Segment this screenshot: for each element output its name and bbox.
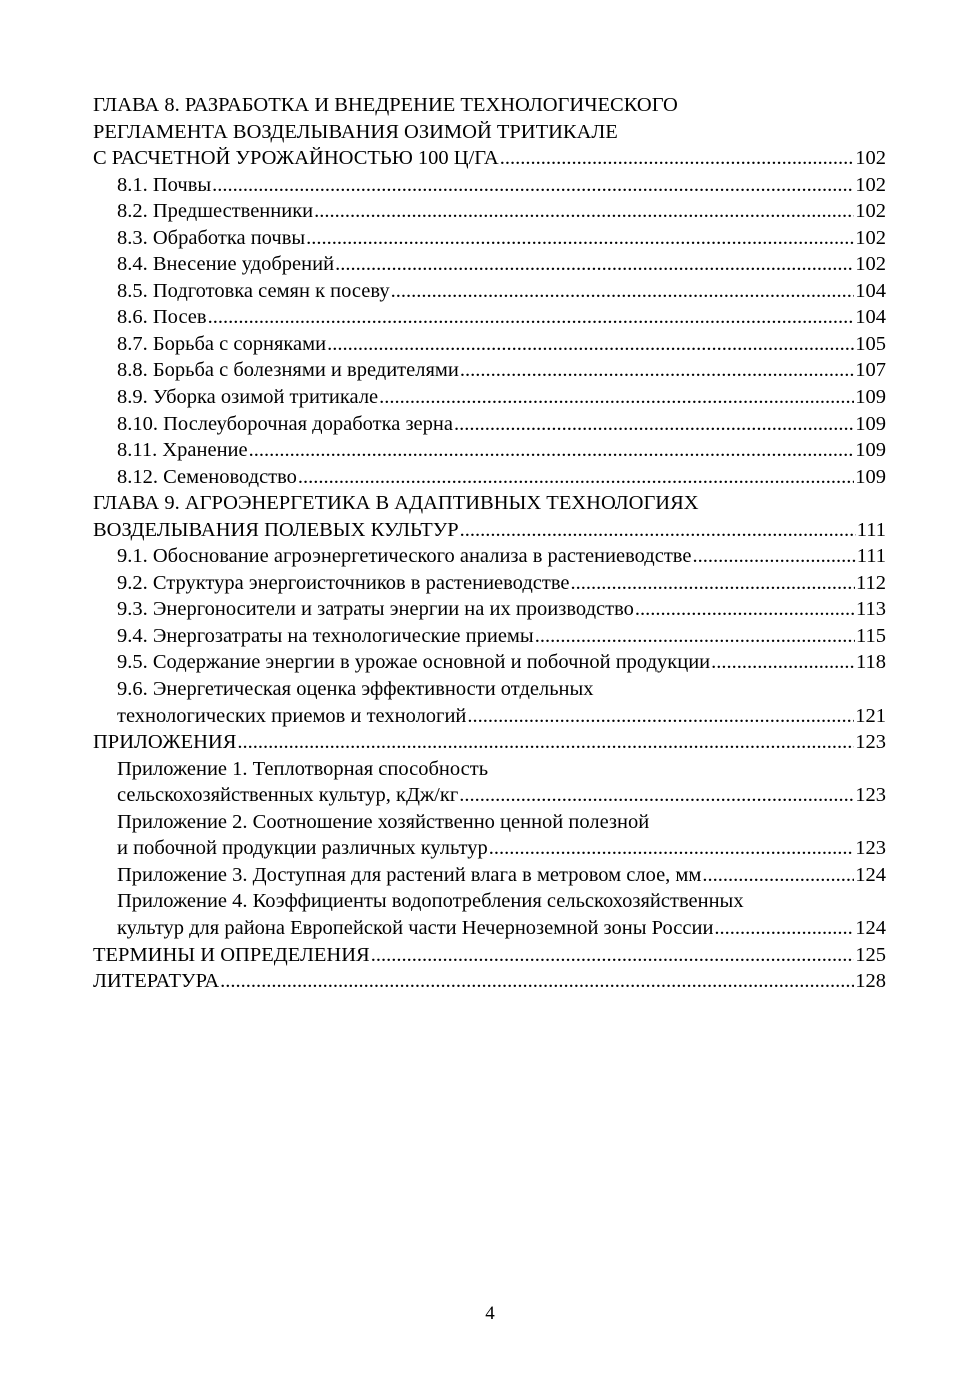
toc-leader-dots — [711, 649, 855, 676]
toc-entry-title: 8.5. Подготовка семян к посеву — [117, 279, 390, 302]
toc-entry[interactable] — [93, 570, 886, 597]
toc-leader-dots — [306, 225, 854, 252]
toc-entry-title: и побочной продукции различных культур — [117, 837, 488, 860]
toc-entry-title: С РАСЧЕТНОЙ УРОЖАЙНОСТЬЮ 100 Ц/ГА — [93, 147, 499, 170]
toc-entry[interactable] — [93, 251, 886, 278]
toc-entry[interactable] — [93, 543, 886, 570]
toc-leader-dots — [467, 703, 854, 730]
toc-entry-title: ГЛАВА 8. РАЗРАБОТКА И ВНЕДРЕНИЕ ТЕХНОЛОГИЧЕСКОГО — [93, 94, 678, 116]
toc-entry-title: Приложение 3. Доступная для растений влага в метровом слое, мм — [117, 863, 702, 886]
toc-entry-page: 112 — [856, 571, 886, 594]
toc-entry[interactable] — [93, 464, 886, 491]
toc-entry-page: 109 — [855, 439, 886, 462]
toc-entry-title: 8.3. Обработка почвы — [117, 226, 306, 249]
toc-leader-dots — [249, 437, 855, 464]
toc-leader-dots — [327, 331, 854, 358]
toc-entry-title: 9.5. Содержание энергии в урожае основной и побочной продукции — [117, 651, 711, 674]
toc-entry-page: 123 — [855, 837, 886, 860]
toc-entry-page: 118 — [856, 651, 886, 674]
toc-entry-page: 128 — [855, 970, 886, 993]
toc-entry-page: 124 — [855, 863, 886, 886]
toc-entry-page: 102 — [855, 253, 886, 276]
toc-leader-dots — [500, 145, 855, 172]
toc-entry-title: РЕГЛАМЕНТА ВОЗДЕЛЫВАНИЯ ОЗИМОЙ ТРИТИКАЛЕ — [93, 120, 618, 143]
toc-entry-page: 102 — [855, 147, 886, 170]
toc-entry[interactable] — [93, 490, 886, 517]
toc-entry[interactable] — [93, 119, 886, 146]
toc-entry-title: ПРИЛОЖЕНИЯ — [93, 731, 237, 754]
toc-leader-dots — [314, 198, 854, 225]
toc-entry-title: 8.10. Послеуборочная доработка зерна — [117, 412, 453, 435]
table-of-contents — [93, 92, 886, 995]
toc-entry-page: 104 — [855, 279, 886, 302]
toc-entry[interactable] — [93, 756, 886, 783]
toc-leader-dots — [702, 862, 854, 889]
toc-entry-title: Приложение 1. Теплотворная способность — [117, 757, 489, 780]
toc-entry-page: 102 — [855, 226, 886, 249]
toc-entry-title: 8.9. Уборка озимой тритикале — [117, 386, 379, 409]
toc-entry-page: 121 — [855, 704, 886, 727]
toc-entry[interactable] — [93, 596, 886, 623]
toc-entry[interactable] — [93, 225, 886, 252]
toc-entry-page: 109 — [855, 412, 886, 435]
toc-entry-page: 123 — [855, 731, 886, 754]
toc-leader-dots — [335, 251, 854, 278]
toc-entry-title: 9.3. Энергоносители и затраты энергии на их производство — [117, 598, 634, 621]
toc-entry-page: 102 — [855, 173, 886, 196]
toc-entry-title: 8.1. Почвы — [117, 173, 212, 196]
toc-entry-title: Приложение 4. Коэффициенты водопотребления сельскохозяйственных — [117, 890, 744, 913]
toc-entry-title: технологических приемов и технологий — [117, 704, 467, 727]
toc-entry[interactable] — [93, 517, 886, 544]
toc-leader-dots — [460, 517, 856, 544]
toc-entry-title: 8.11. Хранение — [117, 439, 248, 462]
toc-entry-page: 102 — [855, 200, 886, 223]
toc-leader-dots — [208, 304, 855, 331]
toc-entry-title: ТЕРМИНЫ И ОПРЕДЕЛЕНИЯ — [93, 943, 370, 966]
toc-entry-page: 105 — [855, 332, 886, 355]
toc-entry[interactable] — [93, 649, 886, 676]
toc-entry[interactable] — [93, 888, 886, 915]
toc-entry-page: 124 — [855, 916, 886, 939]
toc-entry[interactable] — [93, 676, 886, 703]
toc-entry[interactable] — [93, 304, 886, 331]
toc-leader-dots — [212, 172, 854, 199]
toc-leader-dots — [237, 729, 854, 756]
toc-leader-dots — [635, 596, 855, 623]
toc-entry-page: 111 — [856, 518, 886, 541]
toc-leader-dots — [489, 835, 855, 862]
toc-entry[interactable] — [93, 172, 886, 199]
toc-entry[interactable] — [93, 835, 886, 862]
toc-leader-dots — [220, 968, 854, 995]
toc-leader-dots — [535, 623, 855, 650]
toc-entry-page: 109 — [855, 386, 886, 409]
toc-leader-dots — [692, 543, 855, 570]
toc-leader-dots — [714, 915, 854, 942]
toc-entry-page: 115 — [856, 624, 886, 647]
toc-entry[interactable] — [93, 623, 886, 650]
toc-entry-title: 8.6. Посев — [117, 306, 207, 329]
toc-entry-title: ЛИТЕРАТУРА — [93, 970, 220, 993]
toc-entry[interactable] — [93, 357, 886, 384]
toc-entry[interactable] — [93, 198, 886, 225]
toc-entry-page: 107 — [855, 359, 886, 382]
toc-entry-title: 9.4. Энергозатраты на технологические приемы — [117, 624, 534, 647]
toc-entry[interactable] — [93, 437, 886, 464]
toc-leader-dots — [298, 464, 854, 491]
toc-entry[interactable] — [93, 809, 886, 836]
toc-entry[interactable] — [93, 942, 886, 969]
toc-leader-dots — [454, 411, 854, 438]
toc-entry[interactable] — [93, 331, 886, 358]
toc-leader-dots — [371, 942, 855, 969]
toc-entry-page: 111 — [856, 545, 886, 568]
toc-entry-title: Приложение 2. Соотношение хозяйственно ценной полезной — [117, 810, 650, 833]
toc-entry-page: 125 — [855, 943, 886, 966]
toc-entry[interactable] — [93, 278, 886, 305]
toc-entry-title: 9.6. Энергетическая оценка эффективности отдельных — [117, 678, 594, 701]
toc-entry-title: культур для района Европейской части Нечерноземной зоны России — [117, 916, 714, 939]
toc-leader-dots — [391, 278, 855, 305]
toc-entry-title: 9.2. Структура энергоисточников в растениеводстве — [117, 571, 570, 594]
toc-entry[interactable] — [93, 411, 886, 438]
toc-entry-page: 123 — [855, 784, 886, 807]
toc-leader-dots — [379, 384, 854, 411]
toc-entry[interactable] — [93, 145, 886, 172]
toc-entry[interactable] — [93, 915, 886, 942]
toc-entry-title: 8.12. Семеноводство — [117, 465, 297, 488]
toc-entry[interactable] — [93, 703, 886, 730]
toc-entry-page: 109 — [855, 465, 886, 488]
toc-entry-page: 113 — [856, 598, 886, 621]
toc-entry-title: 8.8. Борьба с болезнями и вредителями — [117, 359, 459, 382]
toc-entry-page: 104 — [855, 306, 886, 329]
toc-entry[interactable] — [93, 862, 886, 889]
toc-entry-title: 8.7. Борьба с сорняками — [117, 332, 327, 355]
toc-entry-title: 9.1. Обоснование агроэнергетического анализа в растениеводстве — [117, 545, 692, 568]
toc-leader-dots — [459, 782, 854, 809]
toc-leader-dots — [460, 357, 854, 384]
toc-entry[interactable] — [93, 968, 886, 995]
toc-entry[interactable] — [93, 729, 886, 756]
toc-entry-title: 8.2. Предшественники — [117, 200, 314, 223]
toc-entry-title: ВОЗДЕЛЫВАНИЯ ПОЛЕВЫХ КУЛЬТУР — [93, 518, 459, 541]
toc-entry-title: 8.4. Внесение удобрений — [117, 253, 335, 276]
toc-entry-title: ГЛАВА 9. АГРОЭНЕРГЕТИКА В АДАПТИВНЫХ ТЕХНОЛОГИЯХ — [93, 492, 699, 515]
page-number: 4 — [485, 1303, 495, 1324]
toc-entry[interactable] — [93, 384, 886, 411]
toc-entry[interactable] — [93, 92, 886, 119]
toc-entry-title: сельскохозяйственных культур, кДж/кг — [117, 784, 459, 807]
toc-leader-dots — [570, 570, 855, 597]
toc-entry[interactable] — [93, 782, 886, 809]
